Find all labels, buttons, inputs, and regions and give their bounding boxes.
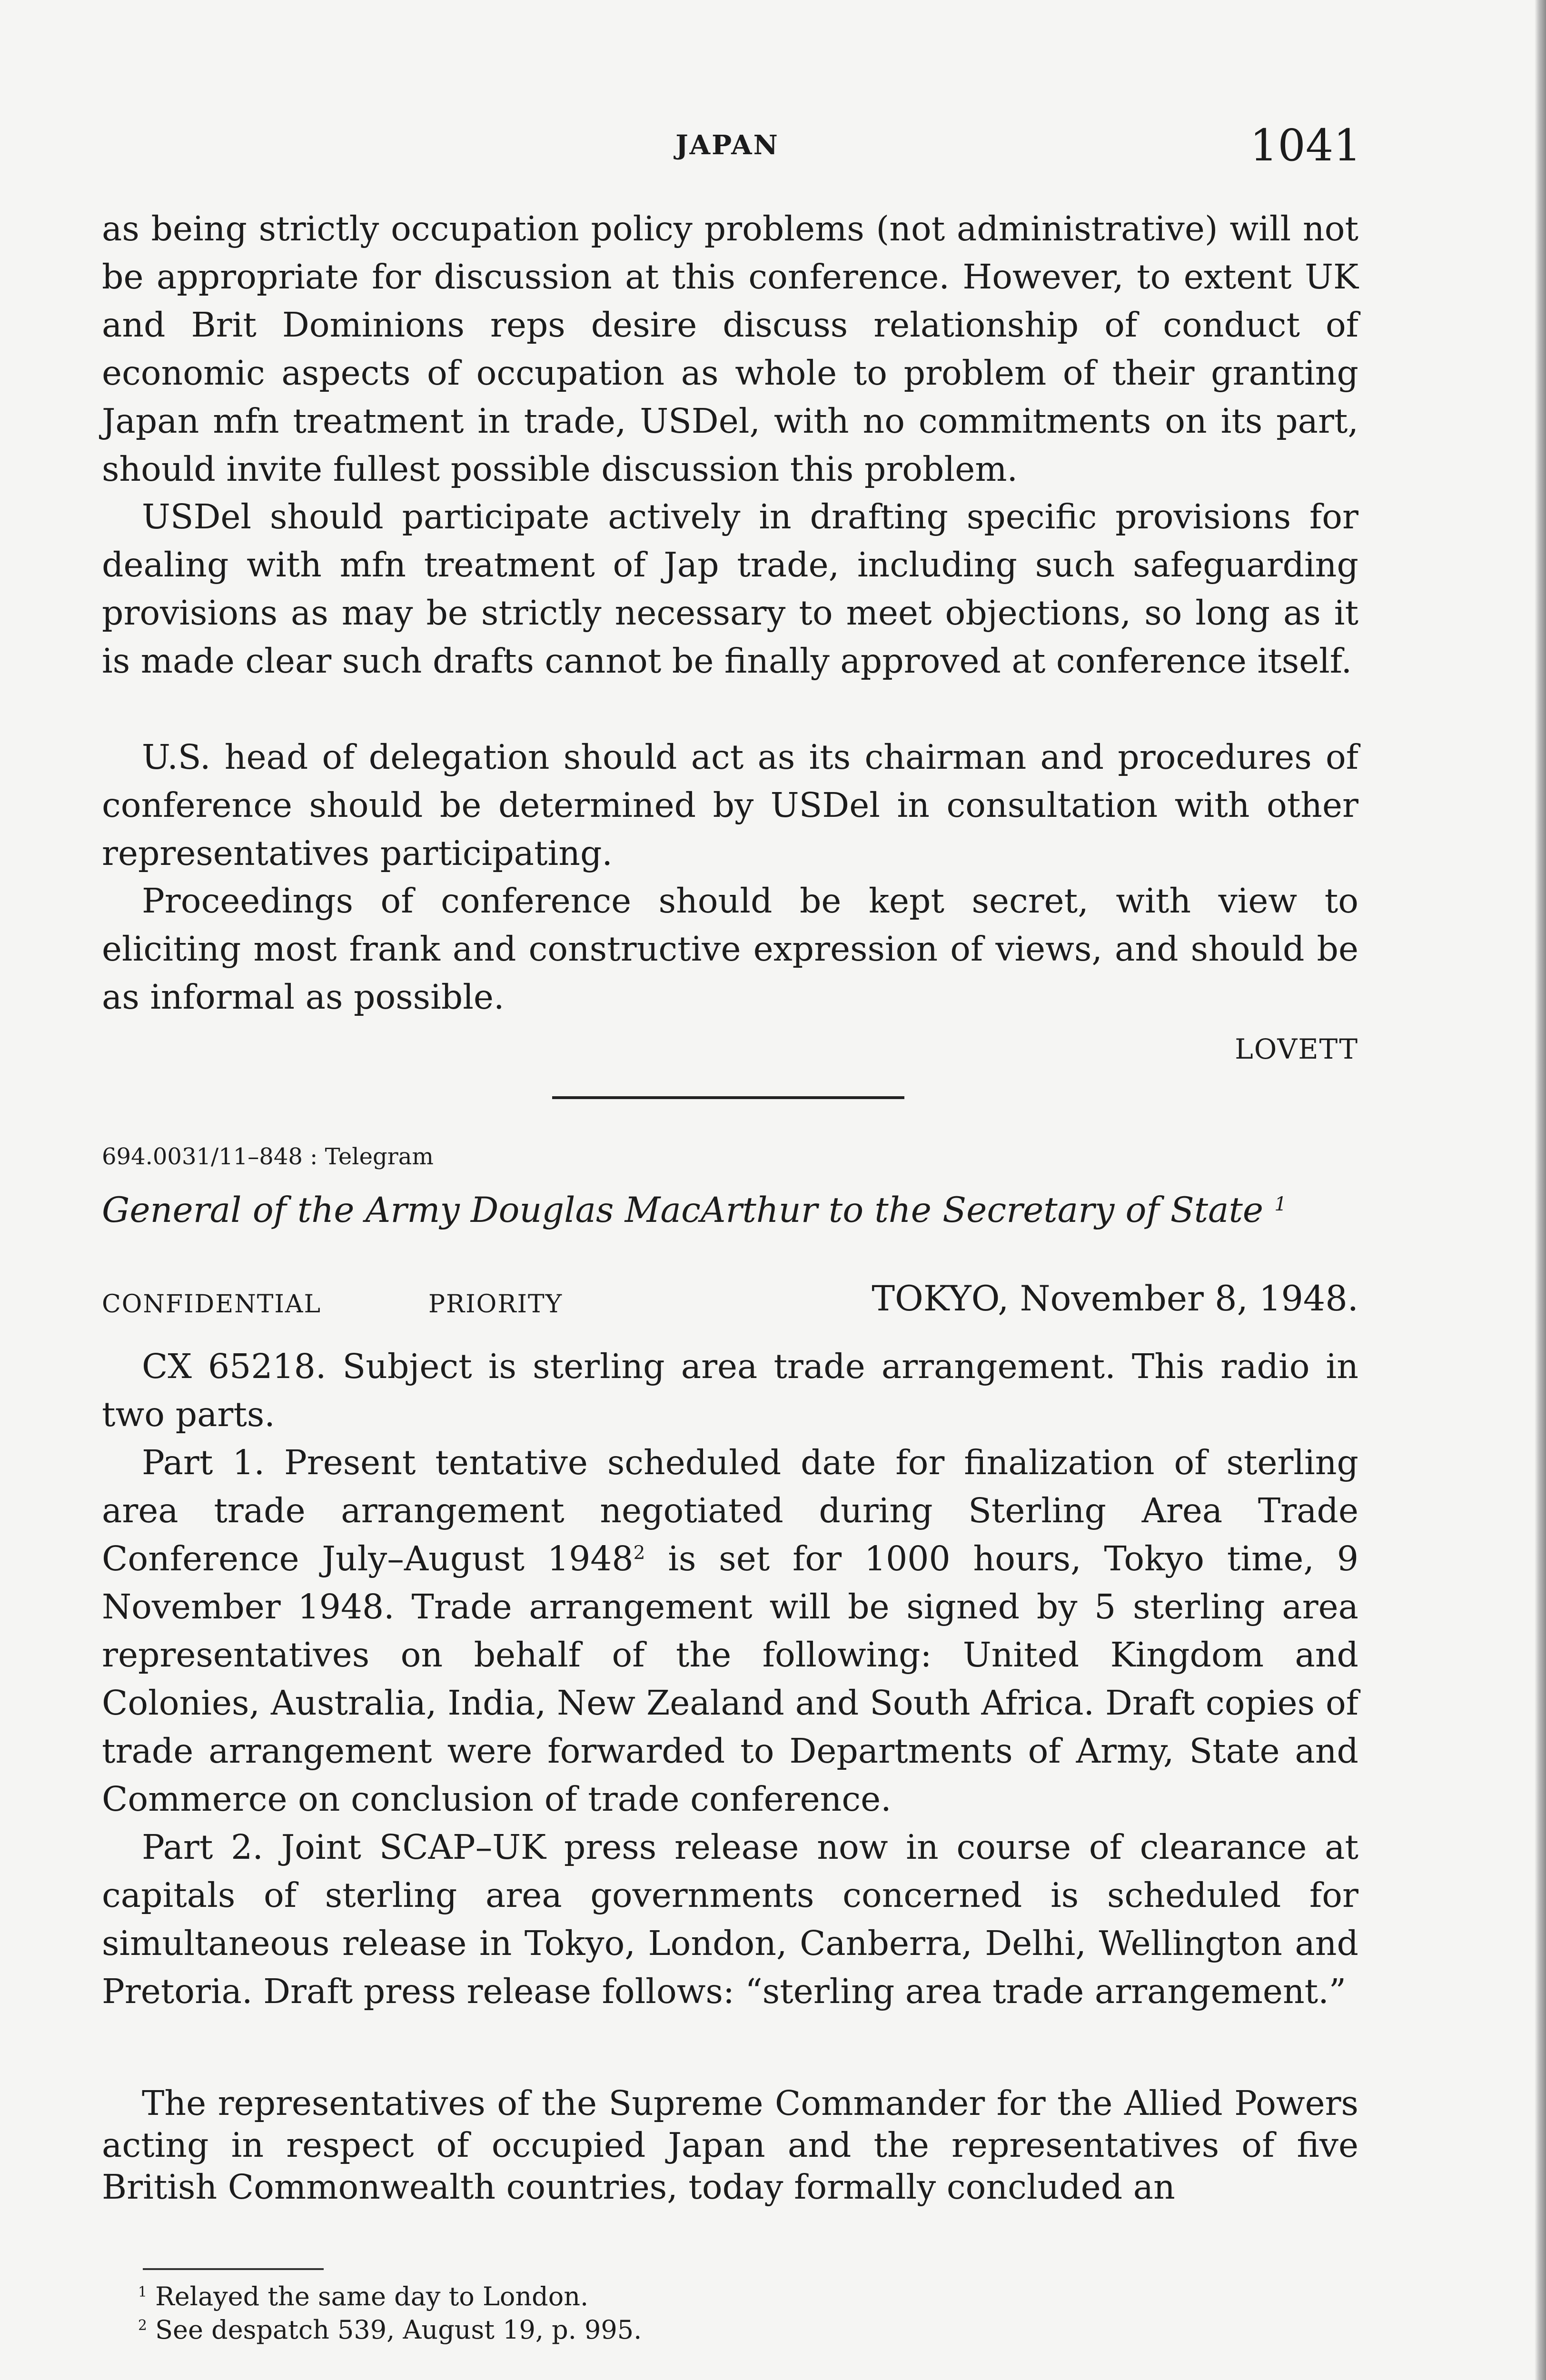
page-number: 1041	[1249, 120, 1361, 171]
telegram-paragraph-2-a: Part 1. Present tentative scheduled date for finalization of sterling area trade arrangement negotiated during Sterling Area Trade Conference July–August 1948	[102, 1443, 1358, 1578]
footnote-divider	[143, 2268, 324, 2270]
footnote-1-mark: 1	[138, 2284, 147, 2301]
place-date	[800, 1279, 1358, 1319]
footnote-1	[138, 2280, 1280, 2313]
footnote-marker-2: 2	[633, 1542, 645, 1564]
paragraph-1: as being strictly occupation policy problems (not administrative) will not be appropriate for discussion at this conference. However, to extent UK and Brit Dominions reps desire discuss relationship of conduct of economic aspects of occupation as whole to problem of their granting Japan mfn treatment in trade, USDel, with no commitments on its part, should invite fullest possible discussion this problem.	[102, 209, 1358, 489]
paragraph-4: Proceedings of conference should be kept secret, with view to eliciting most frank and constructive expression of views, and should be as informal as possible.	[102, 881, 1358, 1017]
telegram-paragraph-4: The representatives of the Supreme Commander for the Allied Powers acting in respect of occupied Japan and the representatives of five British Commonwealth countries, today formally concluded an	[102, 2083, 1358, 2207]
document-title-text: General of the Army Douglas MacArthur to the Secretary of State	[102, 1190, 1264, 1230]
footnote-2	[138, 2313, 1280, 2347]
classification-label: CONFIDENTIAL	[102, 1290, 321, 1319]
running-title: JAPAN	[675, 129, 779, 161]
page-edge	[1535, 0, 1546, 2380]
precedence-label: PRIORITY	[428, 1290, 563, 1319]
footnote-marker-1: 1	[1274, 1193, 1287, 1215]
date: November 8, 1948.	[1020, 1279, 1358, 1319]
paragraph-3: U.S. head of delegation should act as its chairman and procedures of conference should be determined by USDel in consultation with other representatives participating.	[102, 737, 1358, 873]
document-title	[102, 1190, 1378, 1230]
place: TOKYO,	[872, 1279, 1009, 1319]
paragraph-2: USDel should participate actively in drafting specific provisions for dealing with mfn treatment of Jap trade, including such safeguarding provisions as may be strictly necessary to meet objections, so long as it is made clear such drafts cannot be finally approved at conference itself.	[102, 497, 1358, 681]
telegram-paragraph-2	[102, 1438, 1358, 1823]
telegram-paragraph-3: Part 2. Joint SCAP–UK press release now in course of clearance at capitals of sterling area governments concerned is scheduled for simultaneous release in Tokyo, London, Canberra, Delhi, Wellington and Pretoria. Draft press release follows: “sterling area trade arrangement.”	[102, 1827, 1358, 2011]
section-divider	[552, 1096, 904, 1099]
telegram-paragraph-2-b: is set for 1000 hours, Tokyo time, 9 November 1948. Trade arrangement will be signed by 5 sterling area representatives on behalf of the following: United Kingdom and Colonies, Australia, India, New Zealand and South Africa. Draft copies of trade arrangement were forwarded to Departments of Army, State and Commerce on conclusion of trade conference.	[102, 1539, 1358, 1819]
file-reference: 694.0031/11–848 : Telegram	[102, 1143, 434, 1170]
signature: LOVETT	[1235, 1033, 1358, 1065]
footnote-2-text: See despatch 539, August 19, p. 995.	[155, 2315, 642, 2345]
footnote-1-text: Relayed the same day to London.	[155, 2281, 589, 2311]
footnote-2-mark: 2	[138, 2317, 147, 2334]
telegram-paragraph-1: CX 65218. Subject is sterling area trade arrangement. This radio in two parts.	[102, 1347, 1358, 1434]
